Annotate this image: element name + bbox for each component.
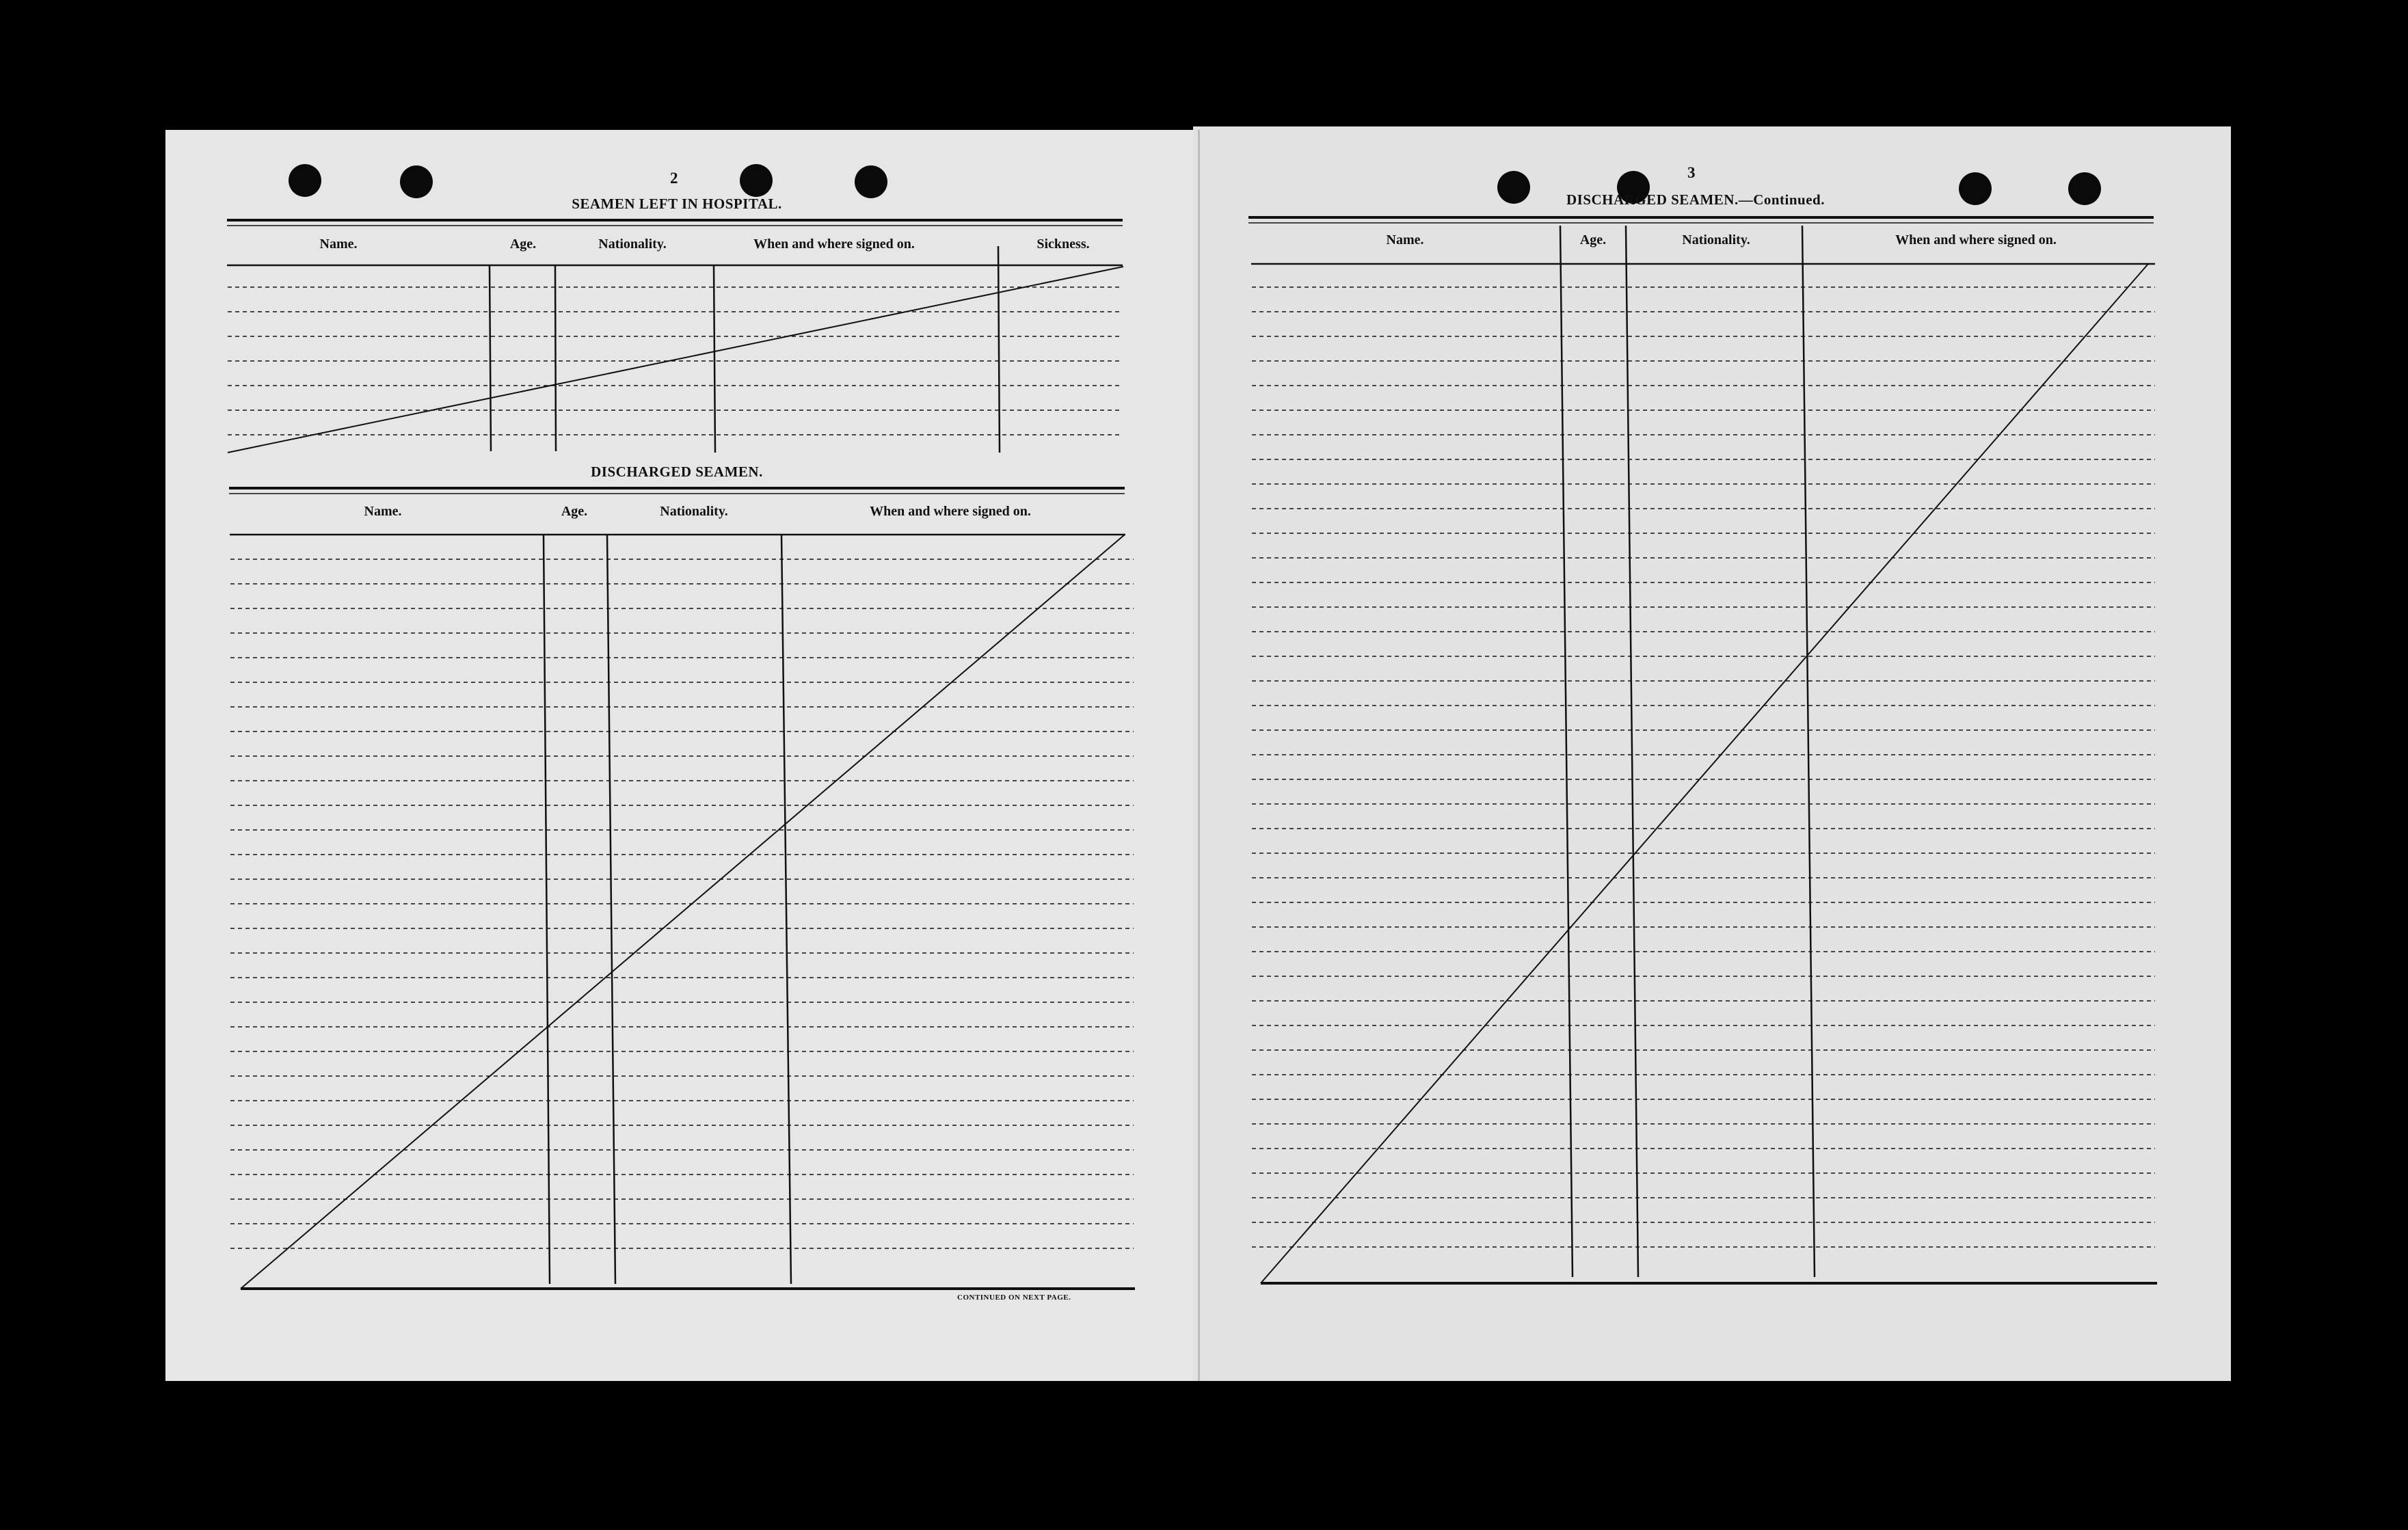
cancel-diagonal <box>241 535 1125 1289</box>
section-title-hospital: SEAMEN LEFT IN HOSPITAL. <box>572 196 782 212</box>
column-header-when-where: When and where signed on. <box>1895 232 2057 247</box>
continued-note: CONTINUED ON NEXT PAGE. <box>957 1293 1071 1302</box>
column-divider <box>555 265 556 451</box>
column-header-sickness: Sickness. <box>1036 237 1090 252</box>
column-divider <box>544 535 550 1284</box>
page-number: 3 <box>1687 164 1696 181</box>
column-header-name: Name. <box>1386 232 1424 247</box>
column-divider <box>998 246 1000 453</box>
column-divider <box>1560 226 1573 1277</box>
column-divider <box>1626 226 1638 1277</box>
column-divider <box>714 265 715 453</box>
cancel-diagonal <box>1261 264 2148 1283</box>
column-header-age: Age. <box>509 237 537 252</box>
column-header-nationality: Nationality. <box>1682 232 1750 247</box>
column-divider <box>607 535 615 1284</box>
column-header-name: Name. <box>364 504 402 519</box>
column-divider <box>1802 226 1815 1277</box>
section-title-discharged-continued: DISCHARGED SEAMEN.—Continued. <box>1566 191 1825 208</box>
column-header-nationality: Nationality. <box>598 237 667 252</box>
section-title-discharged: DISCHARGED SEAMEN. <box>591 464 763 480</box>
column-header-when-where: When and where signed on. <box>870 504 1031 519</box>
cancel-diagonal <box>228 267 1123 453</box>
page-number: 2 <box>670 170 678 187</box>
column-divider <box>490 265 491 451</box>
column-header-age: Age. <box>561 504 588 519</box>
column-header-name: Name. <box>319 237 358 252</box>
column-header-nationality: Nationality. <box>660 504 728 519</box>
column-divider <box>781 535 791 1284</box>
column-header-when-where: When and where signed on. <box>753 237 915 252</box>
column-header-age: Age. <box>1579 232 1607 247</box>
